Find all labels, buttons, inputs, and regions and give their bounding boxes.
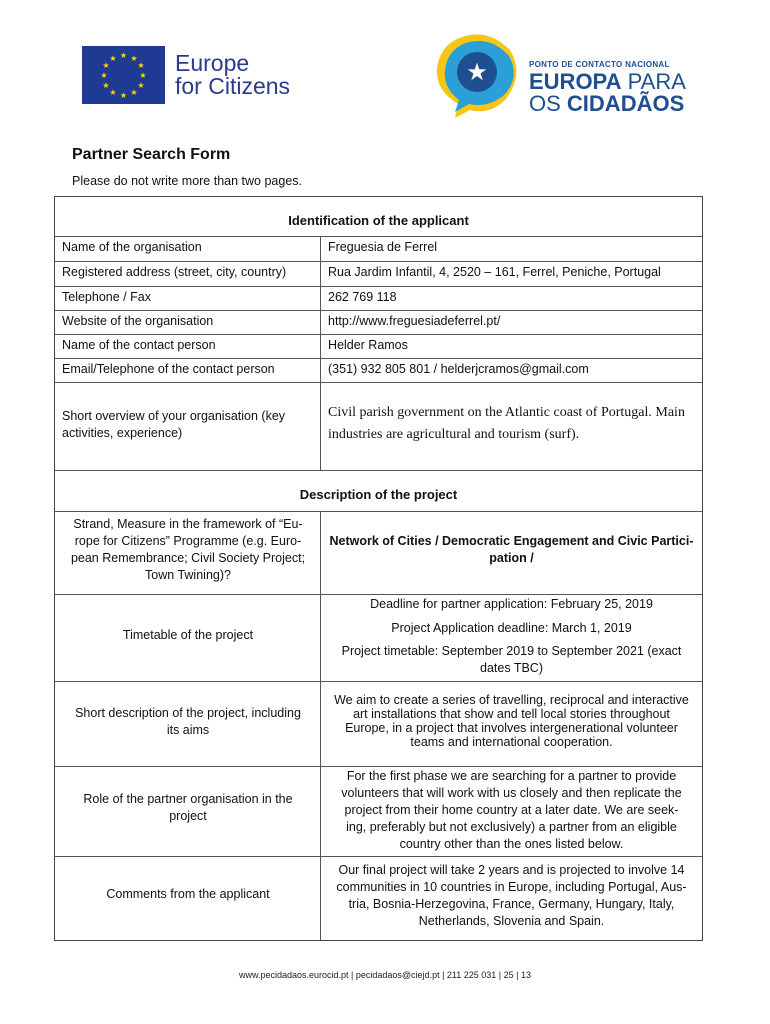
- svg-text:★: ★: [137, 81, 145, 90]
- speech-bubble-icon: [425, 30, 525, 120]
- label-applicant-comments: Comments from the applicant: [106, 887, 270, 901]
- identification-heading: Identification of the applicant: [288, 213, 469, 228]
- svg-text:★: ★: [130, 54, 138, 63]
- label-website: Website of the organisation: [62, 314, 214, 328]
- value-applicant-comments: Our final project will take 2 years and is projected to involve 14 communities in 10 countries in Europe, including Portugal, Aus- tria, Bosnia-Herzegovina, France, Germany, Hungary, Italy, Netherlands, Slovenia and Spain.: [336, 863, 687, 928]
- value-timetable: Deadline for partner application: February 25, 2019 Project Application deadline: March 1, 2019 Project timetable: September 2019 to September 2021 (exact dates TBC): [341, 597, 682, 675]
- value-contact-email-phone: (351) 932 805 801 / helderjcramos@gmail.com: [328, 362, 589, 376]
- rule: [54, 681, 703, 682]
- label-organisation-name: Name of the organisation: [62, 240, 202, 254]
- column-divider: [320, 236, 321, 471]
- value-project-description: We aim to create a series of travelling, reciprocal and interactive art installations that show and tell local stories throughout Europe, in a project that involves intergenerational volunteer teams and international cooperation.: [334, 693, 689, 749]
- europa-para-os-cidadaos-logo: [425, 30, 690, 120]
- value-organisation-overview: Civil parish government on the Atlantic coast of Portugal. Main industries are agricultural and tourism (surf).: [328, 405, 685, 442]
- label-partner-role: Role of the partner organisation in the project: [83, 792, 293, 823]
- rule: [54, 334, 703, 335]
- label-contact-person: Name of the contact person: [62, 338, 216, 352]
- label-telephone-fax: Telephone / Fax: [62, 290, 151, 304]
- page-subtitle: Please do not write more than two pages.: [72, 174, 302, 188]
- svg-text:★: ★: [102, 61, 110, 70]
- rule: [54, 236, 703, 237]
- label-strand-measure: Strand, Measure in the framework of “Eu- rope for Citizens” Programme (e.g. Euro- pean Remembrance; Civil Society Project; Town Twining)?: [70, 517, 306, 582]
- eu-logo-text: Europe for Citizens: [175, 50, 291, 99]
- pt-logo-line1: EUROPA PARA: [529, 69, 686, 94]
- value-organisation-name: Freguesia de Ferrel: [328, 240, 438, 254]
- rule: [54, 856, 703, 857]
- svg-text:★: ★: [137, 61, 145, 70]
- pt-logo-line2: OS CIDADÃOS: [529, 91, 685, 116]
- svg-text:★: ★: [100, 71, 108, 80]
- label-contact-email-phone: Email/Telephone of the contact person: [62, 362, 275, 376]
- page-title: Partner Search Form: [72, 146, 231, 163]
- label-organisation-overview: Short overview of your organisation (key activities, experience): [62, 409, 286, 440]
- rule: [54, 382, 703, 383]
- svg-text:★: ★: [139, 71, 147, 80]
- pt-logo-caption: PONTO DE CONTACTO NACIONAL: [529, 60, 670, 69]
- eu-flag-icon: [82, 46, 165, 104]
- svg-text:★: ★: [130, 88, 138, 97]
- svg-text:★: ★: [119, 51, 128, 60]
- value-strand-measure: Network of Cities / Democratic Engagement and Civic Partici- pation /: [329, 534, 694, 565]
- rule: [54, 511, 703, 512]
- rule: [54, 310, 703, 311]
- value-contact-person: Helder Ramos: [328, 338, 408, 352]
- rule: [54, 286, 703, 287]
- svg-text:★: ★: [109, 88, 117, 97]
- rule: [54, 766, 703, 767]
- value-registered-address: Rua Jardim Infantil, 4, 2520 – 161, Ferrel, Peniche, Portugal: [328, 265, 661, 279]
- svg-text:★: ★: [119, 91, 128, 100]
- value-telephone-fax: 262 769 118: [328, 290, 397, 304]
- value-partner-role: For the first phase we are searching for a partner to provide volunteers that will work with us closely and then replicate the project from their home country at a later date. We are seek- ing, preferably but not exclusively) a partner from an eligible country other than the ones listed below.: [341, 769, 682, 851]
- page-footer: www.pecidadaos.eurocid.pt | pecidadaos@ciejd.pt | 211 225 031 | 25 | 13: [238, 970, 531, 980]
- svg-text:★: ★: [466, 59, 488, 86]
- svg-text:★: ★: [109, 54, 117, 63]
- column-divider: [320, 511, 321, 941]
- rule: [54, 358, 703, 359]
- project-heading: Description of the project: [299, 487, 458, 502]
- label-registered-address: Registered address (street, city, country): [62, 265, 287, 279]
- label-timetable: Timetable of the project: [122, 628, 254, 642]
- rule: [54, 594, 703, 595]
- europe-for-citizens-logo: [82, 46, 327, 106]
- svg-text:★: ★: [102, 81, 110, 90]
- label-project-description: Short description of the project, including its aims: [75, 706, 301, 737]
- value-website: http://www.freguesiadeferrel.pt/: [328, 314, 501, 328]
- rule: [54, 470, 703, 471]
- rule: [54, 261, 703, 262]
